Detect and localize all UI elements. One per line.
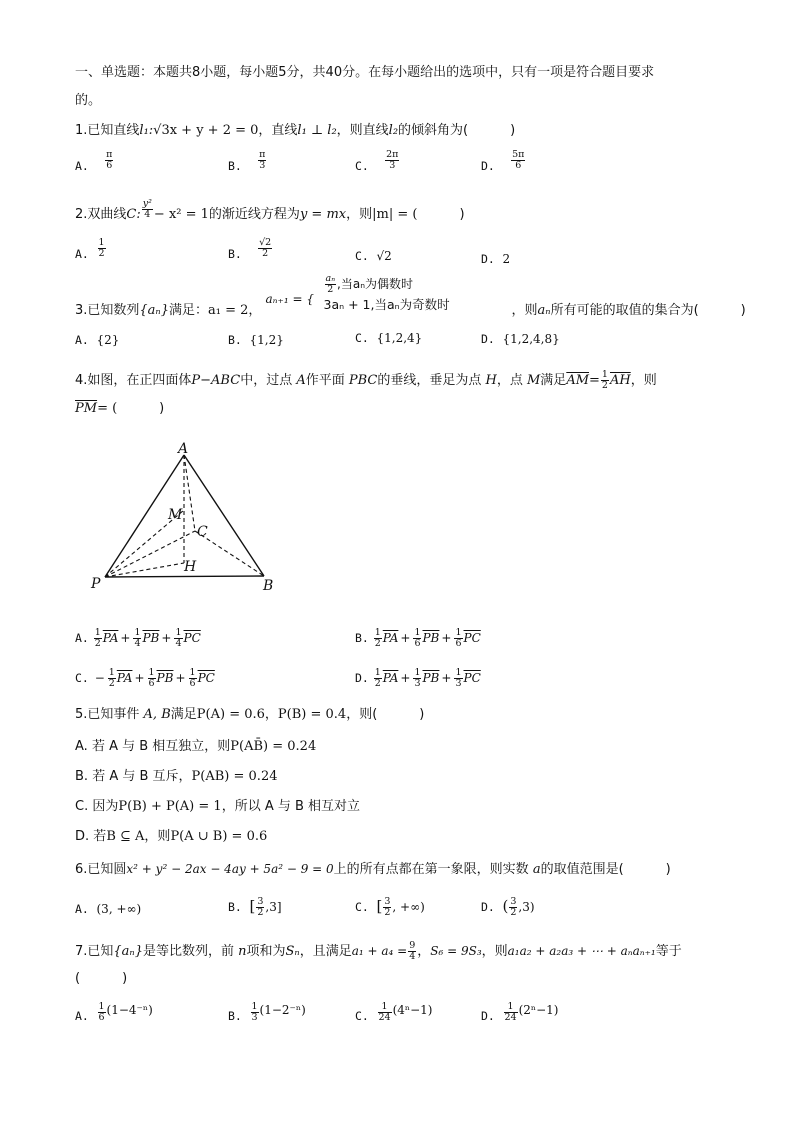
vector: $\overline{PA}$ [116, 671, 133, 685]
frac-num: 1 [455, 627, 462, 638]
option-label: D. [481, 900, 495, 914]
q3-case1-text: ,当aₙ为偶数时 [337, 277, 413, 291]
q7-option-c[interactable] [355, 1001, 433, 1027]
coefficient [133, 628, 141, 649]
q4-vec-ah: $\overline{AH}$ [609, 373, 631, 388]
frac-den: 3 [414, 678, 421, 689]
question-2 [75, 198, 465, 225]
q5-pa: P(A) = 0.6 [196, 707, 265, 722]
edge-ac [184, 455, 195, 531]
option-text: , +∞) [392, 900, 425, 914]
q3-an: aₙ [537, 303, 551, 318]
option-label: B. [228, 247, 242, 261]
option-label: D. [75, 829, 90, 844]
q3-close: ) [740, 303, 746, 318]
frac-den: 2 [601, 380, 608, 391]
q2-option-c[interactable] [355, 248, 392, 264]
q1-option-a[interactable] [75, 149, 114, 177]
question-1 [75, 122, 515, 140]
q4-option-d[interactable] [355, 668, 481, 689]
frac-num: 1 [148, 667, 155, 678]
option-label: A. [75, 159, 89, 173]
option-label: B. [75, 769, 89, 784]
option-text: √2 [376, 249, 392, 263]
q4-option-a[interactable] [75, 628, 201, 649]
coefficient [413, 628, 421, 649]
option-label: B. [228, 333, 242, 347]
frac-num: 1 [94, 627, 101, 638]
q5-option-a[interactable] [75, 738, 316, 756]
option-label: A. [75, 902, 89, 916]
q7-n: n [238, 944, 247, 959]
vector: $\overline{PC}$ [183, 631, 201, 645]
operator: − [94, 671, 105, 685]
frac-num: 1 [251, 1001, 258, 1012]
option-text: 若 A 与 B 相互独立，则 [91, 739, 231, 754]
question-6 [75, 860, 671, 879]
q5-pb: P(B) = 0.4 [277, 707, 347, 722]
q3-cases [323, 273, 512, 314]
option-text: (2ⁿ−1) [518, 1003, 559, 1017]
q4-vec-pm: $\overline{PM}$ [75, 401, 98, 416]
operator: + [441, 671, 452, 685]
frac-den: 24 [504, 1012, 517, 1023]
q6-option-a[interactable] [75, 901, 141, 917]
q2-curve: C: [126, 207, 141, 222]
coefficient [454, 668, 462, 689]
q5-option-c[interactable] [75, 798, 360, 816]
frac-num: π [106, 149, 113, 160]
frac-num: √2 [259, 237, 272, 248]
q6-prefix: 6.已知圆 [75, 862, 127, 877]
q4-prefix: 4.如图，在正四面体 [75, 373, 192, 388]
tetrahedron-figure [88, 440, 288, 600]
vector: $\overline{PA}$ [102, 631, 119, 645]
q1-perp: l₁ ⊥ l₂ [297, 123, 337, 138]
question-4-cont [75, 400, 164, 418]
frac-num: 1 [504, 1002, 518, 1013]
option-text: 2 [502, 252, 511, 266]
vector: $\overline{PB}$ [156, 671, 174, 685]
q7-option-a[interactable] [75, 1001, 153, 1027]
q4-close: ) [159, 401, 165, 416]
option-label: D. [481, 1009, 495, 1023]
q7-close: ) [122, 971, 128, 986]
coefficient [374, 668, 382, 689]
frac-den: 4 [134, 638, 141, 649]
q7-tail: ，则 [481, 944, 508, 959]
q6-a: a [532, 862, 541, 877]
frac-num: 5π [512, 149, 525, 160]
q4-tetra: P−ABC [191, 373, 241, 388]
option-text: {2} [96, 333, 120, 347]
frac-den: 6 [515, 160, 522, 171]
operator: + [161, 631, 172, 645]
vector: $\overline{PC}$ [197, 671, 215, 685]
frac-den: 6 [414, 638, 421, 649]
q3-option-d[interactable] [481, 331, 560, 347]
option-label: B. [228, 159, 242, 173]
q2-close: ) [459, 207, 465, 222]
frac-den: 2 [108, 678, 115, 689]
question-5 [75, 706, 424, 724]
coefficient [374, 628, 382, 649]
q6-tail2: 的取值范围是( [540, 862, 624, 877]
coefficient [108, 668, 116, 689]
q5-option-d[interactable] [75, 828, 267, 846]
q2-option-b[interactable] [228, 237, 273, 265]
q5-tail: ，则( [346, 707, 378, 722]
q7-option-b[interactable] [228, 1001, 306, 1027]
q4-eq: = [589, 373, 600, 388]
q4-mid: 中，过点 [240, 373, 297, 388]
frac-den: 24 [378, 1012, 391, 1023]
frac-den: 2 [94, 638, 101, 649]
option-bracket: ( [502, 897, 509, 915]
option-text: (1−2⁻ⁿ) [259, 1003, 306, 1017]
operator: + [441, 631, 452, 645]
q6-close: ) [665, 862, 671, 877]
q7-sum: a₁ + a₄ = [351, 944, 408, 958]
q7-mid: 是等比数列，前 [142, 944, 239, 959]
option-label: D. [355, 671, 369, 685]
q7-mid3: ，且满足 [299, 944, 352, 959]
q2-middle: 的渐近线方程为 [208, 207, 300, 222]
q3-option-c[interactable] [355, 330, 422, 346]
q3-case2: 3aₙ + 1,当aₙ为奇数时 [323, 297, 450, 312]
q2-option-a[interactable] [75, 237, 107, 265]
frac-num: y² [142, 198, 152, 209]
q4-tail: ，则 [630, 373, 657, 388]
frac-num: 9 [409, 940, 416, 951]
q2-tail: ，则 [346, 207, 373, 222]
q1-l2: l₂ [388, 123, 399, 138]
frac-den: 2 [327, 284, 334, 295]
label-a: A [178, 441, 189, 457]
q3-tail: ，则 [511, 303, 538, 318]
vector: $\overline{PA}$ [382, 631, 399, 645]
q2-asymptote: y = mx [299, 207, 347, 222]
q7-s6: S₆ = 9S₃ [430, 944, 482, 958]
option-label: C. [355, 331, 369, 345]
q5-close: ) [419, 707, 425, 722]
edge-ab [184, 455, 264, 576]
q3-option-a[interactable] [75, 332, 119, 348]
coefficient [148, 668, 156, 689]
frac-num: 1 [98, 1001, 105, 1012]
label-h: H [184, 559, 197, 575]
q1-equation: √3x + y + 2 = 0 [153, 123, 259, 138]
edge-pb [105, 576, 264, 577]
q3-option-b[interactable] [228, 332, 284, 348]
option-text: {1,2,4,8} [502, 332, 560, 346]
frac-den: 3 [455, 678, 462, 689]
frac-num: 1 [414, 667, 421, 678]
frac-den: 6 [106, 160, 113, 171]
frac-den: 6 [148, 678, 155, 689]
q4-tail2: = ( [97, 401, 118, 416]
q1-mid: ，直线 [258, 123, 298, 138]
frac-den: 4 [409, 951, 416, 962]
q5-option-b[interactable] [75, 768, 277, 786]
frac-num: 1 [98, 237, 105, 248]
option-text: 因为 [92, 799, 119, 814]
option-label: A. [75, 1009, 89, 1023]
frac-den: 3 [259, 160, 266, 171]
q4-point-h: H [485, 373, 497, 388]
option-label: C. [75, 671, 89, 685]
option-math: B ⊆ A [106, 829, 145, 844]
coefficient [174, 628, 182, 649]
q1-close: ) [510, 123, 516, 138]
q7-expression: a₁a₂ + a₂a₃ + ⋯ + aₙaₙ₊₁ [507, 944, 656, 958]
q6-tail: 上的所有点都在第一象限，则实数 [333, 862, 533, 877]
frac-num: 1 [374, 667, 381, 678]
q3-cond: 满足： [168, 303, 208, 318]
option-math-2: P(A ∪ B) = 0.6 [170, 829, 268, 844]
q4-plane: PBC [348, 373, 378, 388]
q1-l1: l₁: [139, 123, 154, 138]
frac-den: 6 [189, 678, 196, 689]
frac-num: 1 [134, 627, 141, 638]
q3-tail2: 所有可能的取值的集合为( [550, 303, 699, 318]
frac-num: 1 [374, 627, 381, 638]
vector: $\overline{PC}$ [463, 631, 481, 645]
q7-mid2: 项和为 [246, 944, 286, 959]
q7-seq: {aₙ} [113, 944, 143, 959]
q2-prefix: 2.双曲线 [75, 207, 127, 222]
frac-num: π [259, 149, 266, 160]
q6-equation: x² + y² − 2ax − 4ay + 5a² − 9 = 0 [126, 862, 334, 876]
q7-option-d[interactable] [481, 1001, 559, 1027]
q6-option-d[interactable] [481, 897, 535, 918]
q3-rec: aₙ₊₁ = { [265, 292, 315, 306]
option-label: B. [355, 631, 369, 645]
option-text: ,3) [518, 900, 535, 914]
q4-option-c[interactable] [75, 668, 215, 689]
operator: + [400, 671, 411, 685]
section-heading-cont: 的。 [75, 93, 102, 108]
frac-den: 6 [98, 1012, 105, 1023]
frac-den: 2 [510, 907, 517, 918]
frac-num: 1 [601, 369, 608, 380]
q7-open: ( [75, 971, 81, 986]
option-label: A. [75, 739, 88, 754]
coefficient [189, 668, 197, 689]
q2-absm: |m| = ( [372, 207, 418, 222]
option-label: B. [228, 900, 242, 914]
q6-option-c[interactable] [355, 897, 425, 918]
option-text-post: ，所以 A 与 B 相互对立 [221, 799, 361, 814]
question-4 [75, 370, 657, 391]
label-m: M [168, 507, 183, 523]
option-label: A. [75, 333, 89, 347]
q5-prefix: 5.已知事件 [75, 707, 144, 722]
option-label: D. [481, 159, 495, 173]
option-text: (3, +∞) [96, 902, 142, 916]
option-label: A. [75, 247, 89, 261]
coefficient [413, 668, 421, 689]
frac-den: 2 [374, 678, 381, 689]
question-7 [75, 941, 682, 962]
q5-events: A, B [143, 707, 171, 722]
option-text-post: ，则 [144, 829, 171, 844]
option-label: D. [481, 332, 495, 346]
label-p: P [91, 576, 101, 592]
frac-num: 2π [386, 149, 399, 160]
label-c: C [197, 524, 208, 540]
q4-mid2: 作平面 [305, 373, 349, 388]
label-b: B [263, 578, 274, 594]
coefficient [94, 628, 102, 649]
edge-pc [105, 531, 195, 577]
coefficient [454, 628, 462, 649]
vector: $\overline{PC}$ [463, 671, 481, 685]
q7-prefix: 7.已知 [75, 944, 114, 959]
operator: + [175, 671, 186, 685]
frac-num: 3 [384, 896, 391, 907]
segment-ph [105, 563, 184, 577]
option-bracket: [ [376, 897, 383, 915]
q5-comma: ， [264, 707, 278, 722]
option-label: B. [228, 1009, 242, 1023]
vector: $\overline{PA}$ [382, 671, 399, 685]
frac-den: 2 [262, 248, 269, 259]
option-text: {1,2} [249, 333, 284, 347]
frac-num: 1 [378, 1002, 392, 1013]
option-text: {1,2,4} [376, 331, 423, 345]
q4-mid5: 满足 [540, 373, 567, 388]
option-label: C. [75, 799, 89, 814]
frac-den: 2 [98, 248, 105, 259]
vector: $\overline{PB}$ [422, 631, 440, 645]
q6-option-b[interactable] [228, 897, 282, 918]
frac-den: 2 [257, 907, 264, 918]
frac-num: 3 [510, 896, 517, 907]
q1-tail2: 的倾斜角为( [398, 123, 469, 138]
question-7-cont [75, 970, 127, 988]
vector: $\overline{PB}$ [422, 671, 440, 685]
operator: + [120, 631, 131, 645]
frac-den: 4 [144, 209, 151, 220]
q3-case1 [324, 274, 413, 295]
frac-den: 3 [389, 160, 396, 171]
q3-comma: ， [248, 303, 262, 318]
frac-num: 3 [257, 896, 264, 907]
operator: + [134, 671, 145, 685]
option-label: C. [355, 1009, 369, 1023]
q3-prefix: 3.已知数列 [75, 303, 140, 318]
q3-seq: {aₙ} [139, 303, 169, 318]
q1-prefix: 1.已知直线 [75, 123, 140, 138]
option-bracket: [ [249, 897, 256, 915]
q4-vec-am: $\overline{AM}$ [566, 373, 590, 388]
q3-a1: a₁ = 2 [207, 303, 249, 318]
q1-option-b[interactable] [228, 149, 267, 177]
q7-sn: Sₙ [285, 944, 300, 959]
section-heading: 一、单选题：本题共8小题，每小题5分，共40分。在每小题给出的选项中，只有一项是符合题目要求 [75, 65, 655, 80]
frac-num: 1 [414, 627, 421, 638]
frac-den: 3 [251, 1012, 258, 1023]
q4-option-b[interactable] [355, 628, 481, 649]
q2-option-d[interactable] [481, 251, 510, 267]
option-label: C. [355, 159, 369, 173]
q1-tail1: ，则直线 [336, 123, 389, 138]
option-label: C. [355, 900, 369, 914]
option-text: (1−4⁻ⁿ) [106, 1003, 153, 1017]
frac-num: 1 [455, 667, 462, 678]
frac-den: 2 [374, 638, 381, 649]
option-math: P(AB) = 0.24 [191, 769, 278, 784]
q2-equation-rest: − x² = 1 [153, 207, 209, 222]
frac-num: 1 [189, 667, 196, 678]
q4-point-a: A [296, 373, 306, 388]
q5-mid: 满足 [170, 707, 197, 722]
q7-comma: ， [417, 944, 431, 959]
option-math: P(B) + P(A) = 1 [118, 799, 222, 814]
option-text: (4ⁿ−1) [392, 1003, 433, 1017]
operator: + [400, 631, 411, 645]
option-text: ,3] [265, 900, 282, 914]
frac-den: 2 [384, 907, 391, 918]
option-math: P(AB̄) = 0.24 [230, 739, 317, 754]
frac-num: aₙ [325, 273, 336, 284]
vector: $\overline{PB}$ [142, 631, 160, 645]
option-text: 若 [93, 829, 107, 844]
frac-den: 6 [455, 638, 462, 649]
frac-den: 4 [175, 638, 182, 649]
option-label: A. [75, 631, 89, 645]
frac-num: 1 [108, 667, 115, 678]
q4-mid3: 的垂线，垂足为点 [377, 373, 486, 388]
q7-tail2: 等于 [655, 944, 682, 959]
question-3 [75, 273, 746, 320]
frac-num: 1 [175, 627, 182, 638]
option-text: 若 A 与 B 互斥， [92, 769, 192, 784]
q4-mid4: ，点 [496, 373, 527, 388]
q4-point-m: M [526, 373, 541, 388]
option-label: C. [355, 249, 369, 263]
option-label: D. [481, 252, 495, 266]
